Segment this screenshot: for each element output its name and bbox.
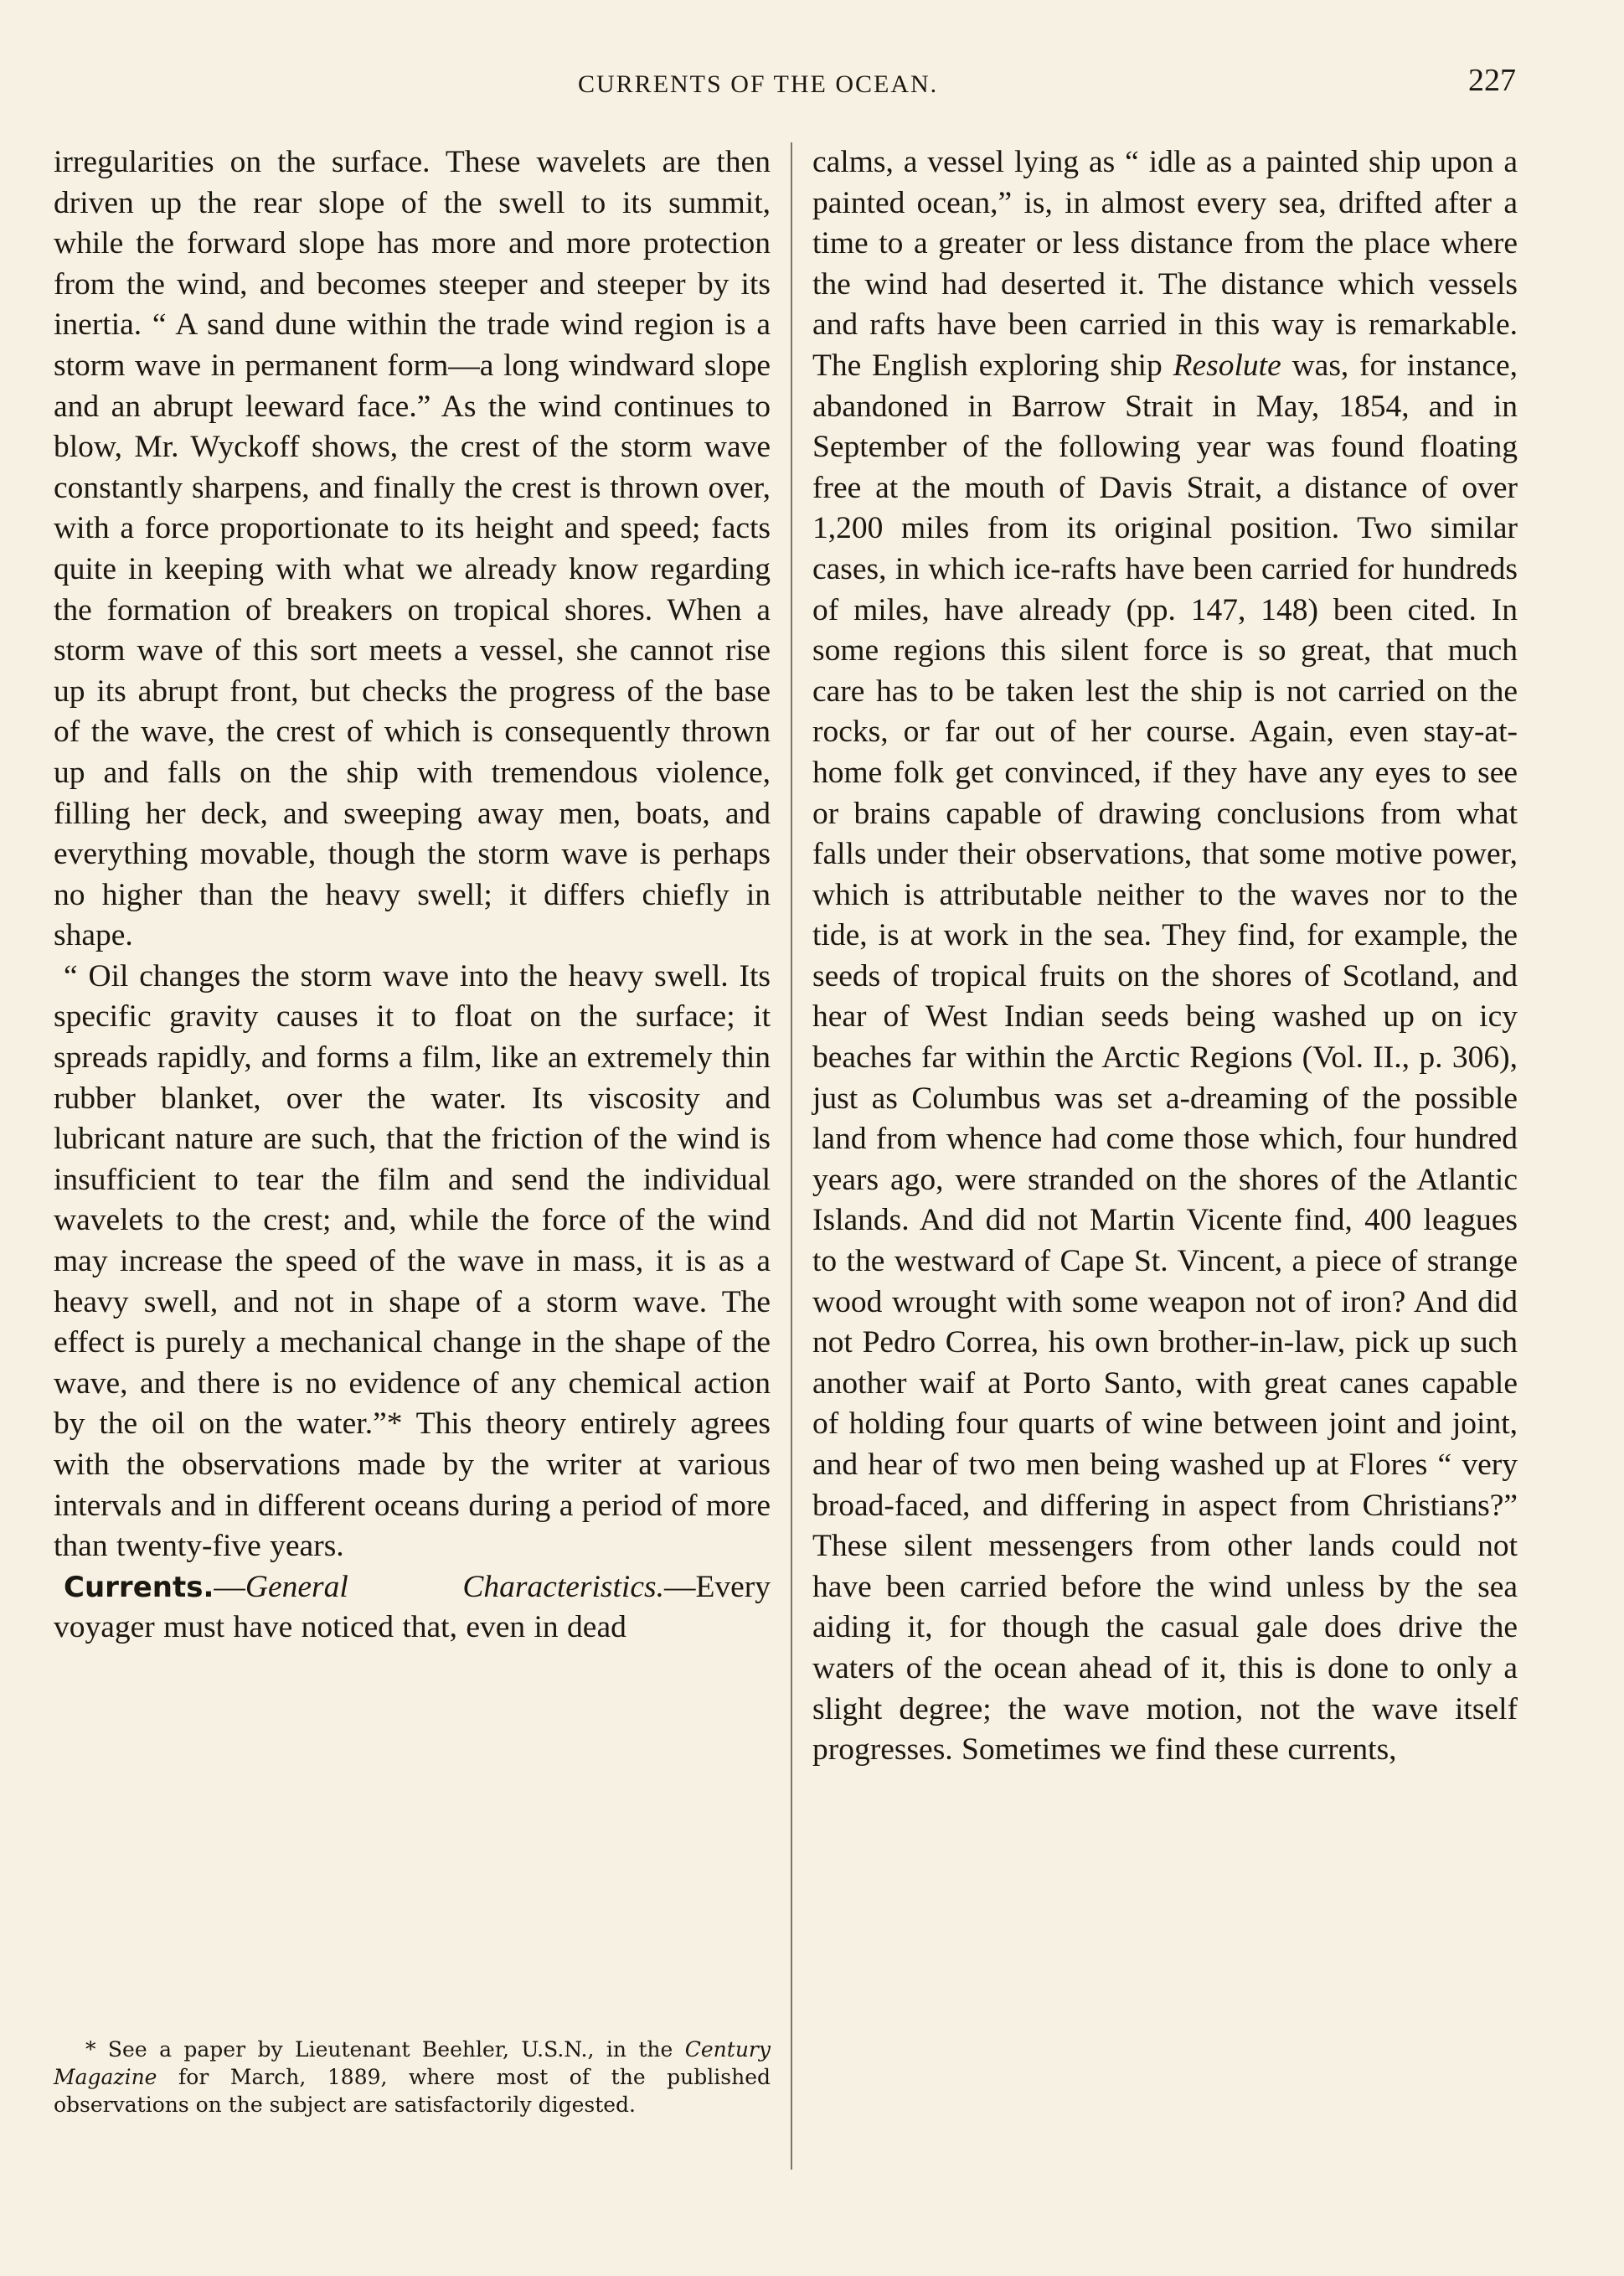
footnote-marker: * See a paper by Lieutenant Beehler, U.S.N., in the: [85, 2037, 685, 2062]
running-head: [0, 62, 1624, 104]
paragraph-text: calms, a vessel lying as “ idle as a painted ship upon a painted ocean,” is, in almost every sea, drifted after a time to a greater or less distance from the place where the wind had deserted it. The distance which vessels and rafts have been carried in this way is remarkable. The English exploring ship: [812, 145, 1518, 383]
footnote-text: [54, 2036, 771, 2119]
column-divider: [791, 142, 792, 2170]
paragraph: irregularities on the surface. These wavelets are then driven up the rear slope of the swell to its summit, while the forward slope has more and more protection from the wind, and becomes steeper and steeper by its inertia. “ A sand dune within the trade wind region is a storm wave in permanent form—a long windward slope and an abrupt leeward face.” As the wind continues to blow, Mr. Wyckoff shows, the crest of the storm wave constantly sharpens, and finally the crest is thrown over, with a force proportionate to its height and speed; facts quite in keeping with what we already know regarding the formation of breakers on tropical shores. When a storm wave of this sort meets a vessel, she cannot rise up its abrupt front, but checks the progress of the base of the wave, the crest of which is consequently thrown up and falls on the ship with tremendous violence, filling her deck, and sweeping away men, boats, and everything movable, though the storm wave is perhaps no higher than the heavy swell; it differs chiefly in shape.: [54, 145, 771, 953]
section-heading: Currents.: [64, 1570, 214, 1604]
left-column: [54, 142, 771, 1649]
running-title: CURRENTS OF THE OCEAN.: [578, 70, 939, 98]
dash: —: [214, 1569, 245, 1604]
paragraph: “ Oil changes the storm wave into the heavy swell. Its specific gravity causes it to float on the surface; it spreads rapidly, and forms a film, like an extremely thin rubber blanket, over the water. Its viscosity and lubricant nature are such, that the friction of the wind is insufficient to tear the film and send the individual wavelets to the crest; and, while the force of the wind may increase the speed of the wave in mass, it is as a heavy swell, and not in shape of a storm wave. The effect is purely a mechanical change in the shape of the wave, and there is no evidence of any chemical action by the oil on the water.”* This theory entirely agrees with the observations made by the writer at various intervals and in different oceans during a period of more than twenty-five years.: [54, 958, 771, 1564]
ship-name: Resolute: [1173, 348, 1281, 383]
section-paragraph: [54, 1567, 771, 1649]
paragraph: [812, 142, 1518, 1771]
page-number: 227: [1468, 63, 1516, 98]
paragraph-text: —Every voyager must have noticed that, even in dead: [54, 1569, 771, 1645]
paragraph-text: was, for instance, abandoned in Barrow Strait in May, 1854, and in September of the following year was found floating free at the mouth of Davis Strait, a distance of over 1,200 miles from its original position. Two similar cases, in which ice-rafts have been carried for hundreds of miles, have already (pp. 147, 148) been cited. In some regions this silent force is so great, that much care has to be taken lest the ship is not carried on the rocks, or far out of her course. Again, even stay-at-home folk get convinced, if they have any eyes to see or brains capable of drawing conclusions from what falls under their observations, that some motive power, which is attributable neither to the waves nor to the tide, is at work in the sea. They find, for example, the seeds of tropical fruits on the shores of Scotland, and hear of West Indian seeds being washed up on icy beaches far within the Arctic Regions (Vol. II., p. 306), just as Columbus was set a-dreaming of the possible land from whence had come those which, four hundred years ago, were stranded on the shores of the Atlantic Islands. And did not Martin Vicente find, 400 leagues to the westward of Cape St. Vincent, a piece of strange wood wrought with some weapon not of iron? And did not Pedro Correa, his own brother-in-law, pick up such another waif at Porto Santo, with great canes capable of holding four quarts of wine between joint and joint, and hear of two men being washed up at Flores “ very broad-faced, and differing in aspect from Christians?” These silent messengers from other lands could not have been carried before the wind unless by the sea aiding it, for though the casual gale does drive the waters of the ocean ahead of it, this is done to only a slight degree; the wave motion, not the wave itself progresses. Sometimes we find these currents,: [812, 348, 1518, 1768]
right-column: [812, 142, 1518, 1771]
magazine-title: Century Magazine: [54, 2037, 771, 2089]
footnote: [54, 2036, 771, 2119]
footnote-rest: for March, 1889, where most of the published observations on the subject are satisfactorily digested.: [54, 2065, 771, 2117]
subsection-heading: General Characteristics.: [245, 1569, 664, 1604]
